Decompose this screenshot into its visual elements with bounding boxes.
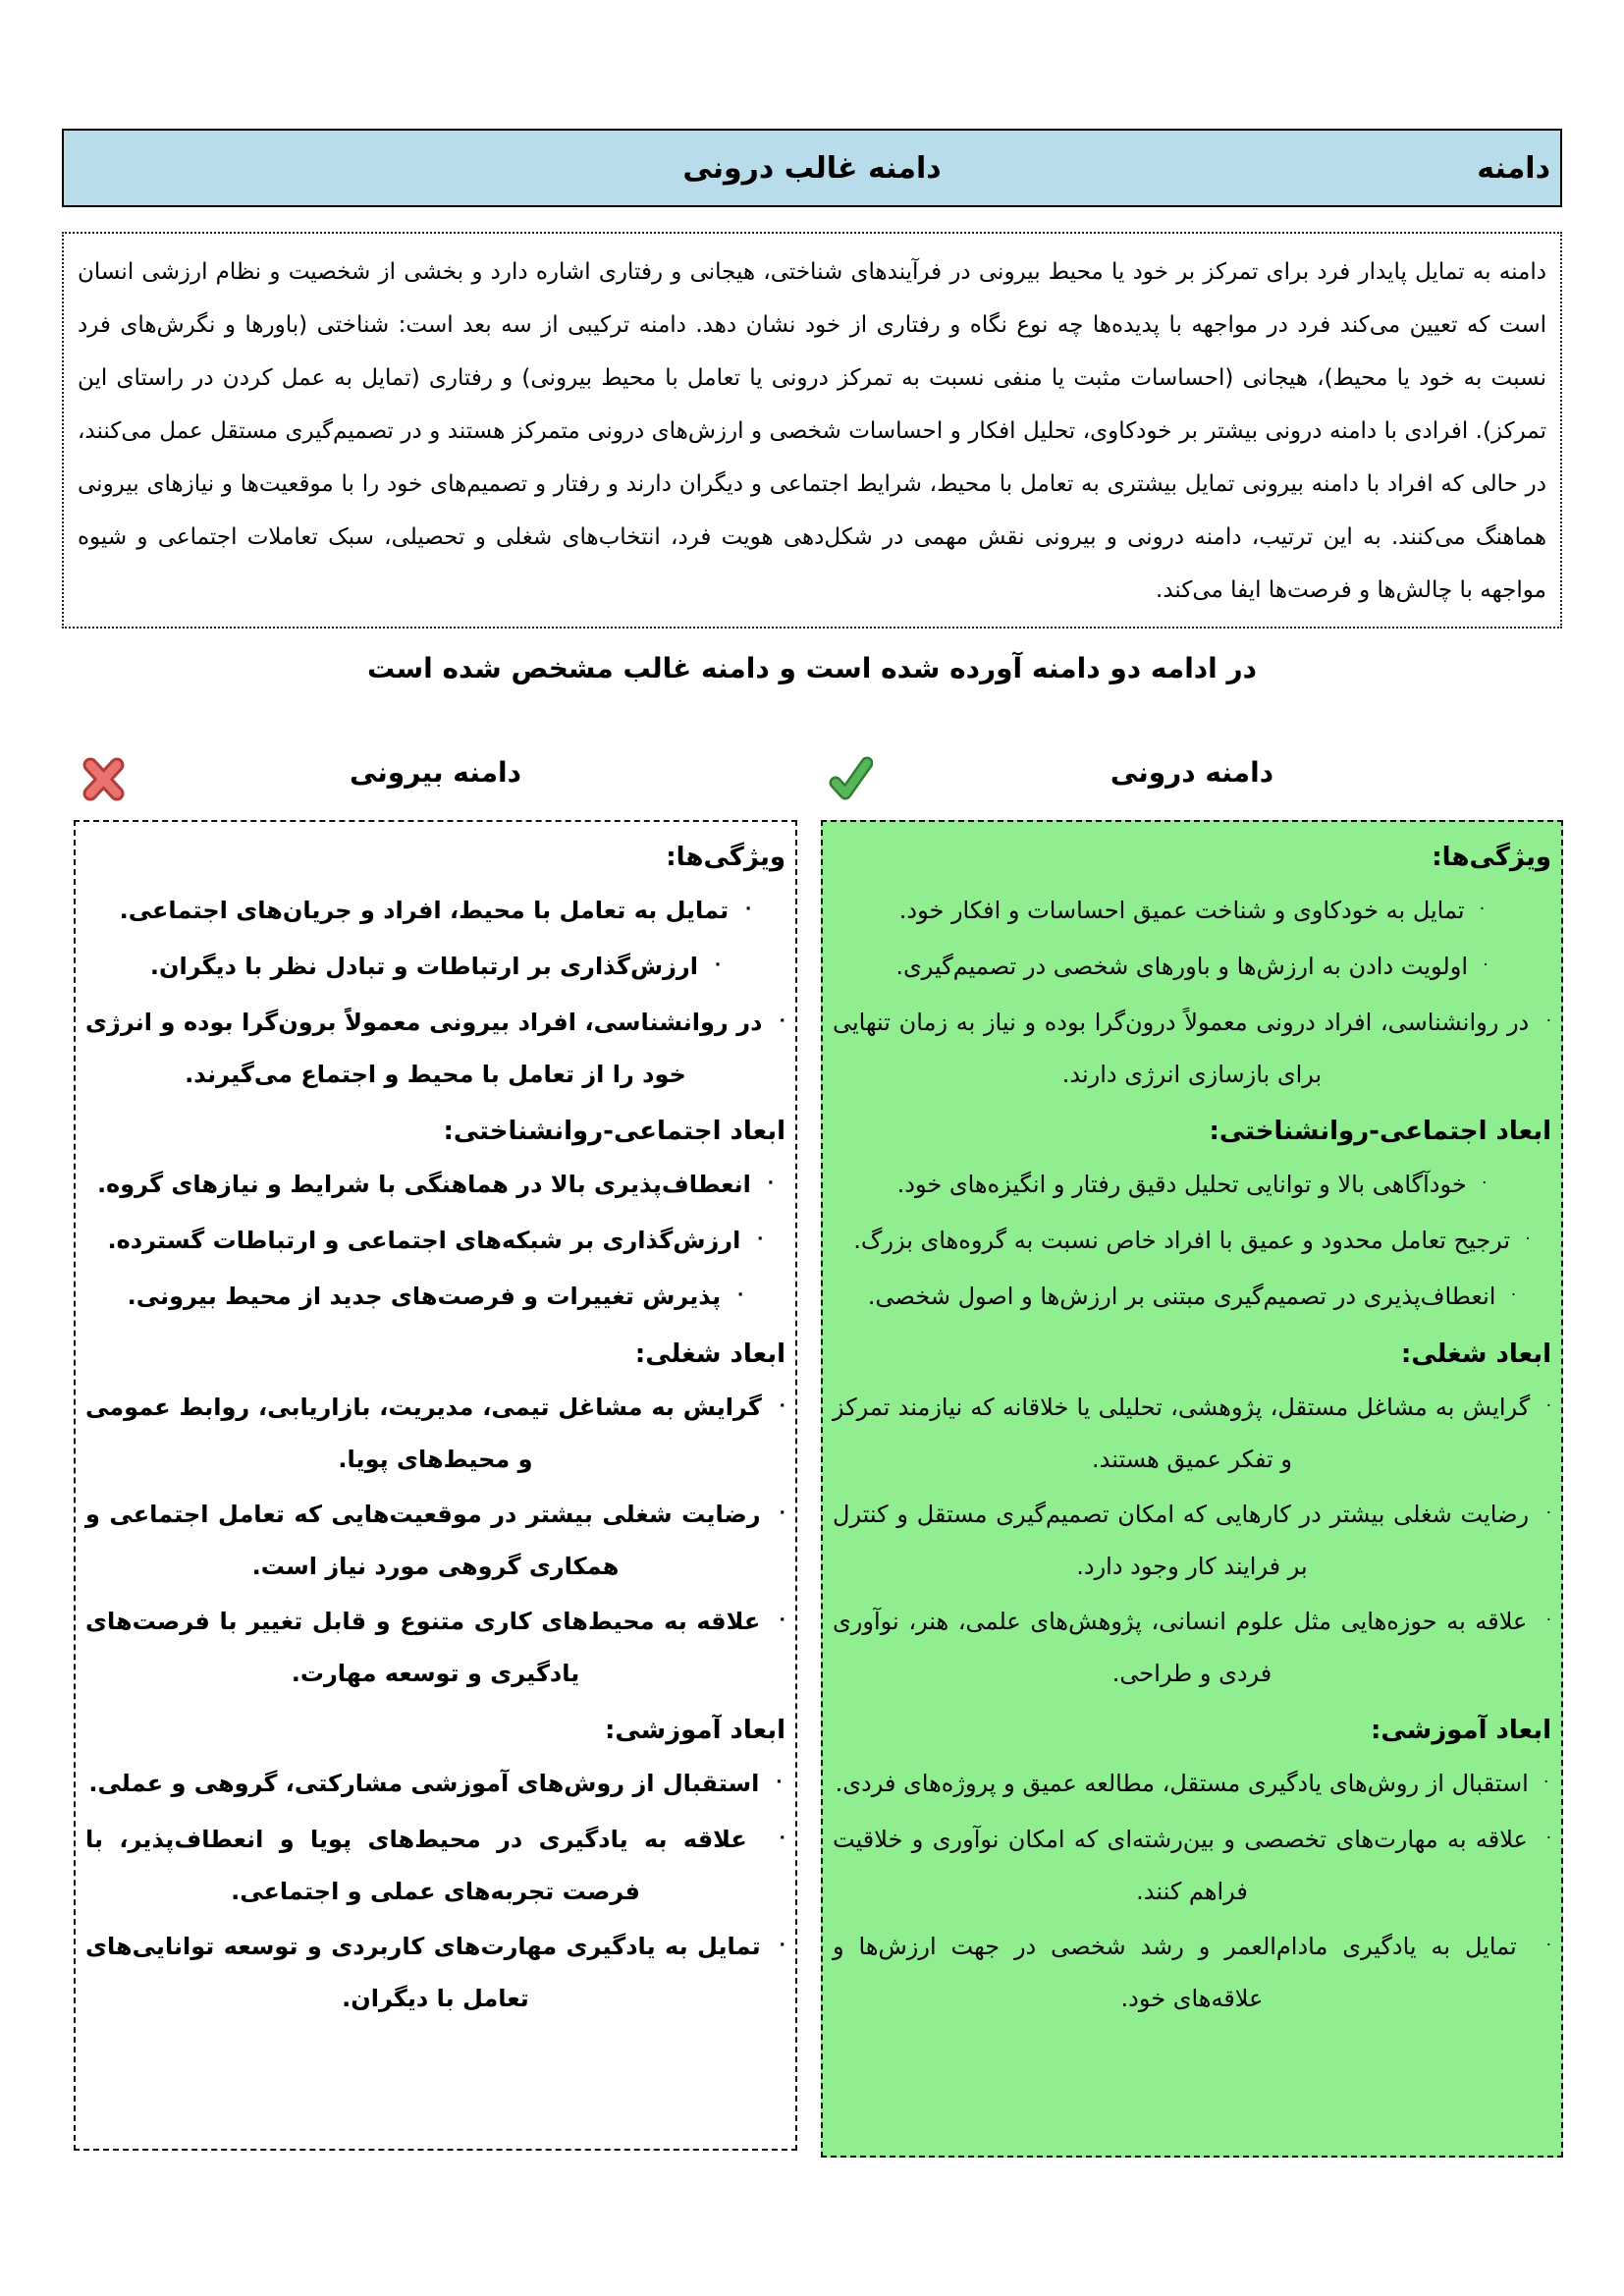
bullet-marker: · [1545,1503,1551,1523]
list-item: · ارزش‌گذاری بر ارتباطات و تبادل نظر با دیگران. [85,941,785,993]
page-title: دامنه غالب درونی [682,150,942,186]
bullet-marker: · [744,900,752,919]
list-item: · تمایل به تعامل با محیط، افراد و جریان‌های اجتماعی. [85,885,785,937]
bullet-marker: · [1543,1773,1549,1792]
inner-domain-title: دامنه درونی [1110,756,1274,789]
section-heading: ویژگی‌ها: [1432,843,1551,872]
section-heading: ابعاد اجتماعی-روانشناختی: [443,1117,785,1146]
inner-domain-box [821,820,1563,2158]
bullet-marker: · [1545,1611,1551,1630]
intro-paragraph-box [62,232,1562,629]
bullet-marker: · [1545,1396,1551,1416]
section-heading: ابعاد آموزشی: [1370,1716,1551,1745]
section-heading: ابعاد اجتماعی-روانشناختی: [1209,1117,1551,1146]
bullet-marker: · [1479,900,1486,919]
bullet-marker: · [1545,1829,1551,1848]
title-bar-domain-label: دامنه [1477,150,1550,186]
bullet-marker: · [779,1396,785,1416]
list-item: · تمایل به یادگیری مادام‌العمر و رشد شخصی در جهت ارزش‌ها و علاقه‌های خود. [833,1921,1551,2024]
bullet-marker: · [779,1936,785,1955]
list-item: · خودآگاهی بالا و توانایی تحلیل دقیق رفتار و انگیزه‌های خود. [833,1159,1551,1211]
bullet-marker: · [767,1174,775,1193]
bullet-marker: · [779,1611,785,1630]
list-item: · در روانشناسی، افراد درونی معمولاً درون‌گرا بوده و نیاز به زمان تنهایی برای بازسازی انرژی دارند. [833,997,1551,1100]
outer-domain-title: دامنه بیرونی [349,756,522,789]
list-item: · گرایش به مشاغل مستقل، پژوهشی، تحلیلی یا خلاقانه که نیازمند تمرکز و تفکر عمیق هستند. [833,1382,1551,1485]
section-heading: ابعاد شغلی: [1400,1339,1551,1369]
bullet-marker: · [1545,1936,1551,1955]
outer-domain-box [74,820,797,2151]
list-item: · ارزش‌گذاری بر شبکه‌های اجتماعی و ارتباطات گسترده. [85,1215,785,1267]
bullet-marker: · [776,1773,783,1792]
bullet-marker: · [1481,1174,1488,1193]
bullet-marker: · [1510,1285,1517,1305]
section-heading: ابعاد شغلی: [634,1339,785,1369]
list-item: · استقبال از روش‌های آموزشی مشارکتی، گروهی و عملی. [85,1758,785,1810]
bullet-marker: · [736,1285,744,1305]
bullet-marker: · [1483,956,1489,975]
list-item: · استقبال از روش‌های یادگیری مستقل، مطالعه عمیق و پروژه‌های فردی. [833,1758,1551,1810]
section-heading: ابعاد آموزشی: [604,1716,785,1745]
list-item: · رضایت شغلی بیشتر در موقعیت‌هایی که تعامل اجتماعی و همکاری گروهی مورد نیاز است. [85,1489,785,1592]
title-bar [62,129,1562,207]
list-item: · در روانشناسی، افراد بیرونی معمولاً برون‌گرا بوده و انرژی خود را از تعامل با محیط و اجتماع می‌گیرند. [85,997,785,1100]
list-item: · علاقه به یادگیری در محیط‌های پویا و انعطاف‌پذیر، با فرصت تجربه‌های عملی و اجتماعی. [85,1814,785,1917]
section-heading: ویژگی‌ها: [666,843,785,872]
bullet-marker: · [757,1230,764,1249]
list-item: · علاقه به مهارت‌های تخصصی و بین‌رشته‌ای که امکان نوآوری و خلاقیت فراهم کنند. [833,1814,1551,1917]
list-item: · اولویت دادن به ارزش‌ها و باورهای شخصی در تصمیم‌گیری. [833,941,1551,993]
bullet-marker: · [779,1503,785,1523]
list-item: · انعطاف‌پذیری بالا در هماهنگی با شرایط و نیازهای گروه. [85,1159,785,1211]
bullet-marker: · [1545,1011,1551,1031]
list-item: · تمایل به خودکاوی و شناخت عمیق احساسات و افکار خود. [833,885,1551,937]
list-item: · پذیرش تغییرات و فرصت‌های جدید از محیط بیرونی. [85,1271,785,1323]
subtitle-text: در ادامه دو دامنه آورده شده است و دامنه غالب مشخص شده است [367,652,1257,684]
bullet-marker: · [779,1829,785,1848]
list-item: · ترجیح تعامل محدود و عمیق با افراد خاص نسبت به گروه‌های بزرگ. [833,1215,1551,1267]
intro-paragraph-text: دامنه به تمایل پایدار فرد برای تمرکز بر خود یا محیط بیرونی در فرآیندهای شناختی، هیجانی و رفتاری اشاره دارد و بخشی از شخصیت و نظام ارزشی انسان است که تعیین می‌کند فرد در مواجهه با پدیده‌ها چه نوع نگاه و رفتاری از خود نشان دهد. دامنه ترکیبی از سه بعد است: شناختی (باورها و نگرش‌های فرد نسبت به خود یا محیط)، هیجانی (احساسات مثبت یا منفی نسبت به تمرکز درونی یا تعامل با محیط بیرونی) و رفتاری (تمایل به عمل کردن در راستای این تمرکز). افرادی با دامنه درونی بیشتر بر خودکاوی، تحلیل افکار و احساسات شخصی و ارزش‌های درونی متمرکز هستند و در تصمیم‌گیری مستقل عمل می‌کنند، در حالی که افراد با دامنه بیرونی تمایل بیشتری به تعامل با محیط، شرایط اجتماعی و دیگران دارند و رفتار و تصمیم‌های خود را با موقعیت‌ها و نیازهای بیرونی هماهنگ می‌کنند. به این ترتیب، دامنه درونی و بیرونی نقش مهمی در شکل‌دهی هویت فرد، انتخاب‌های شغلی و تحصیلی، سبک تعاملات اجتماعی و شیوه مواجهه با چالش‌ها و فرصت‌ها ایفا می‌کند. [78,259,1546,603]
list-item: · تمایل به یادگیری مهارت‌های کاربردی و توسعه توانایی‌های تعامل با دیگران. [85,1921,785,2024]
list-item: · رضایت شغلی بیشتر در کارهایی که امکان تصمیم‌گیری مستقل و کنترل بر فرایند کار وجود دارد. [833,1489,1551,1592]
list-item: · علاقه به حوزه‌هایی مثل علوم انسانی، پژوهش‌های علمی، هنر، نوآوری فردی و طراحی. [833,1596,1551,1699]
bullet-marker: · [1525,1230,1531,1249]
list-item: · انعطاف‌پذیری در تصمیم‌گیری مبتنی بر ارزش‌ها و اصول شخصی. [833,1271,1551,1323]
list-item: · علاقه به محیط‌های کاری متنوع و قابل تغییر با فرصت‌های یادگیری و توسعه مهارت. [85,1596,785,1699]
list-item: · گرایش به مشاغل تیمی، مدیریت، بازاریابی، روابط عمومی و محیط‌های پویا. [85,1382,785,1485]
bullet-marker: · [779,1011,785,1031]
bullet-marker: · [714,956,722,975]
